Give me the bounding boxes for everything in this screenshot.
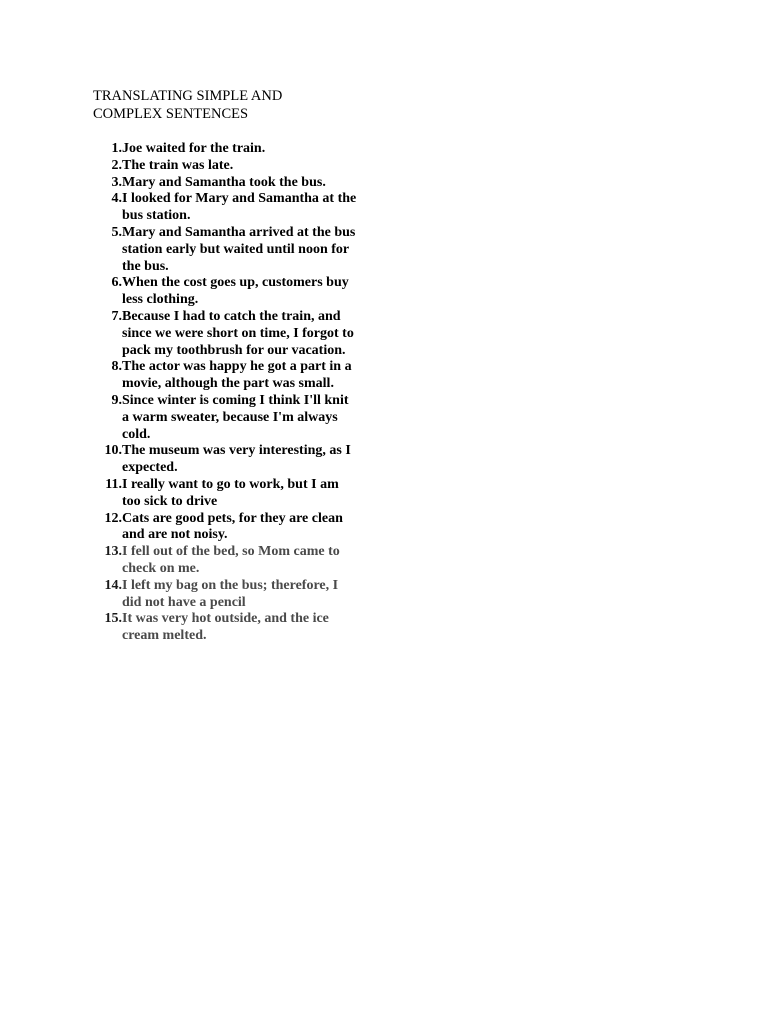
item-text: It was very hot outside, and the ice cream melted. [122, 611, 329, 644]
sentence-list [93, 141, 373, 645]
item-number: 1. [111, 141, 122, 156]
item-number: 11. [105, 476, 122, 492]
item-text: Cats are good pets, for they are clean and are not noisy. [122, 510, 343, 543]
item-text: The train was late. [122, 157, 234, 173]
item-text: Because I had to catch the train, and since we were short on time, I forgot to pack my toothbrush for our vacation. [122, 308, 354, 358]
item-number: 5. [111, 224, 122, 240]
item-text: The actor was happy he got a part in a movie, although the part was small. [122, 359, 352, 392]
list-item [93, 578, 373, 612]
item-number: 9. [111, 392, 122, 408]
list-item [93, 359, 373, 393]
item-text: Joe waited for the train. [122, 141, 266, 156]
list-item [93, 611, 373, 645]
page-title [93, 87, 353, 123]
list-item [93, 158, 373, 175]
list-item [93, 191, 373, 225]
item-number: 15. [104, 611, 122, 627]
item-number: 10. [104, 443, 122, 459]
item-text: Mary and Samantha arrived at the bus station early but waited until noon for the bus. [122, 224, 356, 274]
list-item [93, 544, 373, 578]
item-number: 12. [104, 510, 122, 526]
list-item [93, 511, 373, 545]
item-text: Since winter is coming I think I'll knit a warm sweater, because I'm always cold. [122, 392, 349, 442]
list-item [93, 443, 373, 477]
item-text: I looked for Mary and Samantha at the bus station. [122, 191, 357, 224]
list-item [93, 309, 373, 359]
item-number: 8. [111, 359, 122, 375]
item-number: 13. [104, 544, 122, 560]
list-item [93, 477, 373, 511]
item-number: 4. [111, 191, 122, 207]
item-text: The museum was very interesting, as I expected. [122, 443, 351, 476]
item-number: 6. [111, 275, 122, 291]
item-number: 14. [104, 577, 122, 593]
item-text: When the cost goes up, customers buy less clothing. [122, 275, 349, 308]
list-item [93, 275, 373, 309]
item-number: 2. [111, 157, 122, 173]
list-item [93, 175, 373, 192]
item-number: 7. [111, 308, 122, 324]
item-text: I left my bag on the bus; therefore, I did not have a pencil [122, 577, 339, 610]
item-text: Mary and Samantha took the bus. [122, 174, 326, 190]
item-text: I really want to go to work, but I am too sick to drive [122, 476, 339, 509]
item-number: 3. [111, 174, 122, 190]
item-text: I fell out of the bed, so Mom came to check on me. [122, 544, 340, 576]
list-item [93, 225, 373, 275]
title-line-1: TRANSLATING SIMPLE AND [93, 88, 283, 104]
list-item [93, 141, 373, 158]
title-line-2: COMPLEX SENTENCES [93, 106, 249, 122]
list-item [93, 393, 373, 443]
